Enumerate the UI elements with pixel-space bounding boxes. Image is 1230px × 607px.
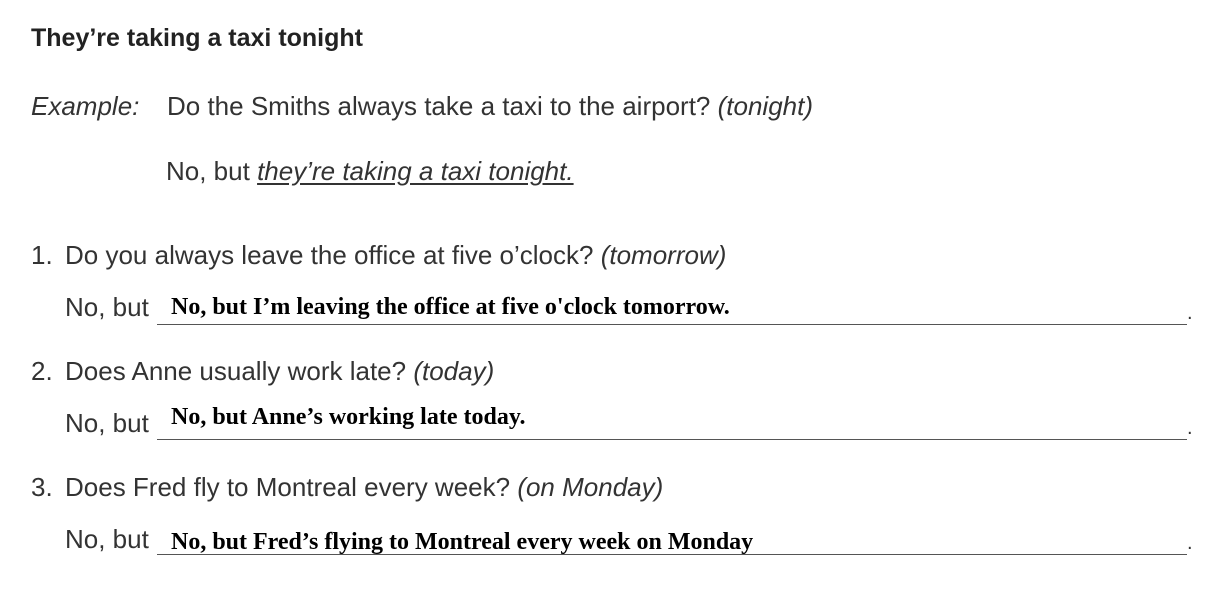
answer-field-3[interactable]: No, but Fred’s flying to Montreal every week on Monday [171,529,754,555]
question-text: Do you always leave the office at five o’clock? [65,240,594,270]
example-hint: (tonight) [717,91,813,121]
answer-end-period: . [1187,532,1193,554]
question-1 [31,240,726,271]
question-text: Does Fred fly to Montreal every week? [65,472,511,502]
answer-prefix: No, but [65,524,149,554]
question-hint: (tomorrow) [600,240,727,270]
example-answer: they’re taking a taxi tonight. [257,156,574,186]
question-2 [31,356,494,387]
question-text: Does Anne usually work late? [65,356,407,386]
answer-field-1[interactable]: No, but I’m leaving the office at five o'clock tomorrow. [171,294,730,320]
answer-underline [157,439,1187,440]
exercise-title: They’re taking a taxi tonight [31,24,363,52]
answer-underline [157,324,1187,325]
example-question [167,91,813,122]
answer-prefix: No, but [65,292,149,322]
example-prefix: No, but [166,156,250,186]
question-number: 1. [31,240,53,270]
answer-field-2[interactable]: No, but Anne’s working late today. [171,404,526,430]
question-3 [31,472,663,503]
example-label: Example: [31,91,140,121]
answer-prefix: No, but [65,408,149,438]
answer-end-period: . [1187,417,1193,439]
answer-end-period: . [1187,302,1193,324]
question-number: 2. [31,356,53,386]
question-hint: (today) [413,356,495,386]
question-hint: (on Monday) [517,472,664,502]
answer-underline [157,554,1187,555]
example-question-text: Do the Smiths always take a taxi to the airport? [167,91,711,121]
question-number: 3. [31,472,53,502]
example-answer-line [166,156,574,187]
